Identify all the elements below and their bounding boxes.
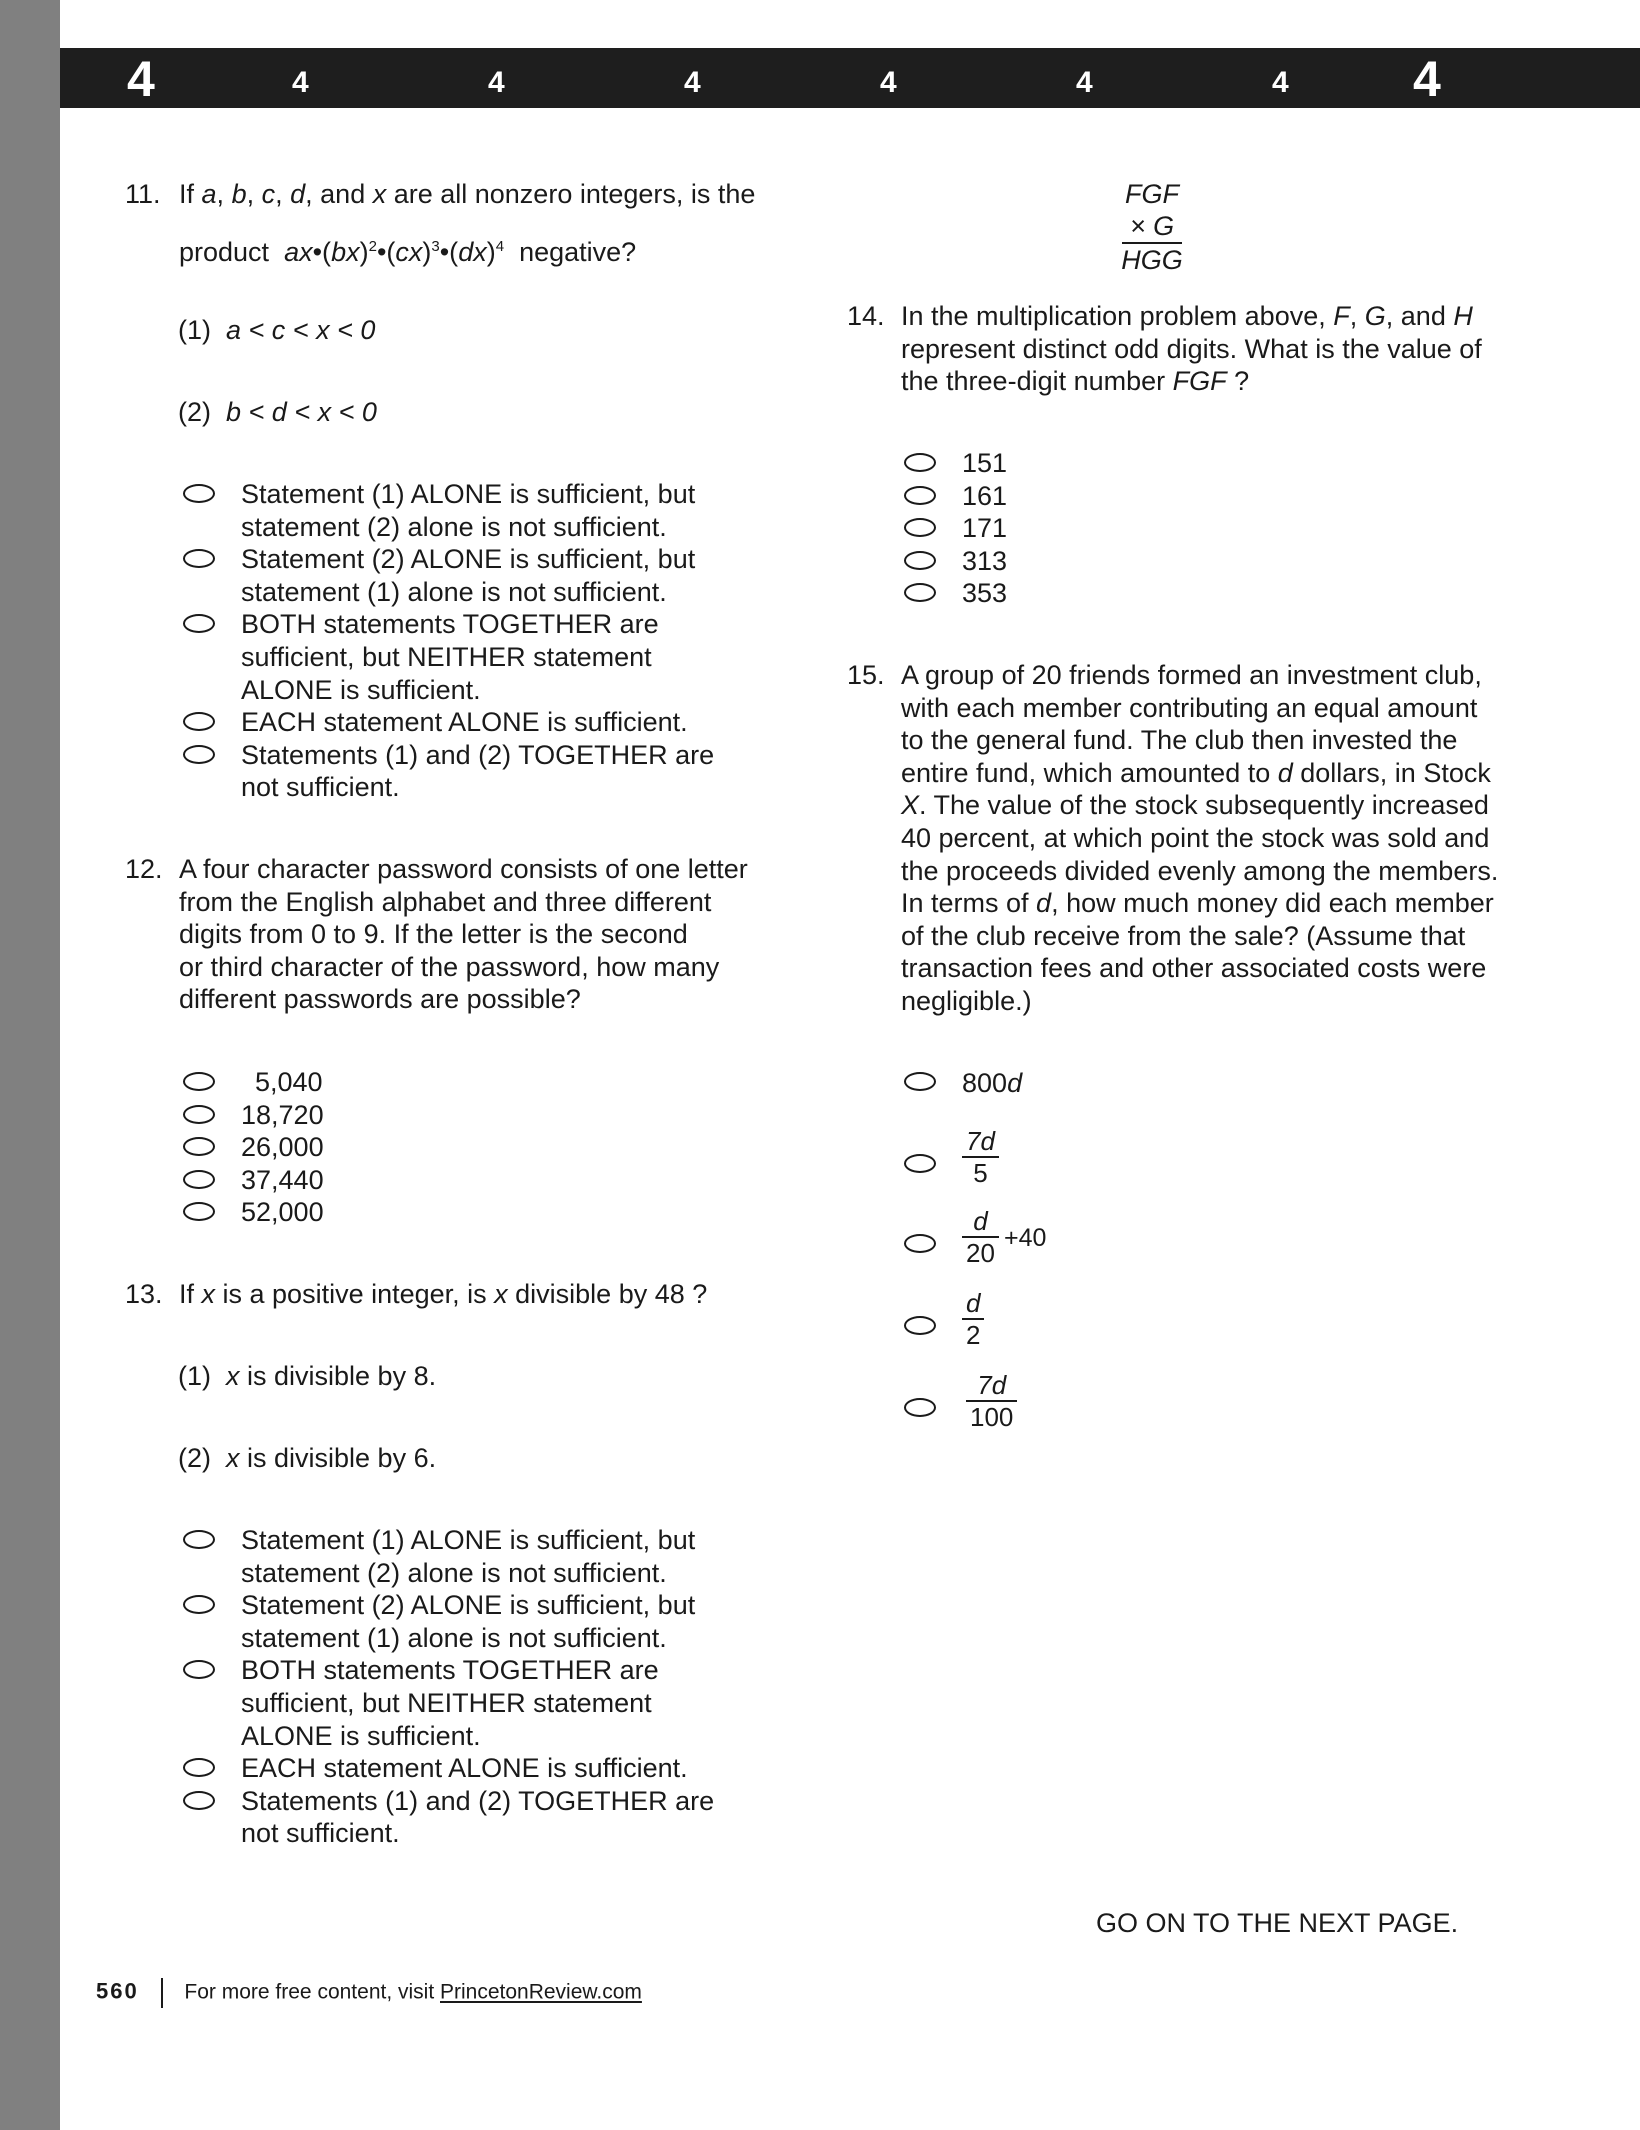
question-line: the proceeds divided evenly among the members. xyxy=(901,855,1499,886)
answer-bubble[interactable] xyxy=(904,453,936,472)
multiplicand: FGF xyxy=(1125,179,1179,209)
question-line: If x is a positive integer, is x divisible by 48 ? xyxy=(179,1279,708,1309)
answer-choice-c[interactable]: 171 xyxy=(904,512,1204,545)
question-line: of the club receive from the sale? (Assume that xyxy=(901,920,1466,951)
answer-choice-d[interactable]: 37,440 xyxy=(183,1164,483,1197)
answer-bubble[interactable] xyxy=(904,1072,936,1091)
answer-bubble[interactable] xyxy=(904,1316,936,1335)
statement-2: (2) b < d < x < 0 xyxy=(178,397,377,427)
answer-bubble[interactable] xyxy=(904,518,936,537)
question-line: X. The value of the stock subsequently increased xyxy=(901,790,1489,821)
answer-choices-q12 xyxy=(183,1066,483,1229)
fraction-addend: +40 xyxy=(1004,1224,1047,1252)
answer-bubble[interactable] xyxy=(183,1660,215,1679)
answer-choice-d[interactable]: 313 xyxy=(904,545,1204,578)
section-header-band xyxy=(60,48,1640,108)
statement-1: (1) x is divisible by 8. xyxy=(178,1361,437,1391)
answer-choice-b[interactable]: 18,720 xyxy=(183,1099,483,1132)
answer-bubble[interactable] xyxy=(904,1234,936,1253)
question-number: 11. xyxy=(125,179,161,209)
answer-choice-e[interactable]: 353 xyxy=(904,577,1204,610)
question-text xyxy=(901,300,1482,398)
section-number: 4 xyxy=(1413,51,1441,107)
answer-choice-b[interactable] xyxy=(904,1126,1204,1200)
go-on-notice: GO ON TO THE NEXT PAGE. xyxy=(1096,1908,1459,1938)
section-number: 4 xyxy=(684,66,701,99)
question-number: 12. xyxy=(125,854,163,884)
question-line: negligible.) xyxy=(901,985,1032,1016)
question-text xyxy=(179,853,748,1016)
answer-choices-q14 xyxy=(904,447,1204,610)
answer-bubble[interactable] xyxy=(183,1791,215,1810)
answer-bubble[interactable] xyxy=(183,1137,215,1156)
question-line: 40 percent, at which point the stock was sold and xyxy=(901,822,1490,853)
answer-choice-a[interactable]: 800d xyxy=(904,1068,1204,1100)
answer-choice-d[interactable] xyxy=(904,1288,1204,1362)
answer-choice-b[interactable]: Statement (2) ALONE is sufficient, but statement (1) alone is not sufficient. xyxy=(183,1589,823,1654)
question-line: A four character password consists of one letter xyxy=(179,854,748,884)
answer-choice-e[interactable]: 52,000 xyxy=(183,1196,483,1229)
answer-choices-q13 xyxy=(183,1524,823,1850)
fraction: d 2 xyxy=(962,1288,984,1350)
section-number: 4 xyxy=(292,66,309,99)
question-expression-line: product ax•(bx)$^2$•(cx)$^3$•(dx)$^4$ negative? xyxy=(179,236,637,267)
answer-choice-a[interactable]: Statement (1) ALONE is sufficient, but statement (2) alone is not sufficient. xyxy=(183,1524,823,1589)
answer-bubble[interactable] xyxy=(183,1595,215,1614)
question-line: transaction fees and other associated costs were xyxy=(901,953,1487,984)
question-line: In the multiplication problem above, F, G, and H xyxy=(901,301,1473,331)
section-number: 4 xyxy=(488,66,505,99)
fraction: 7d 5 xyxy=(962,1126,999,1188)
answer-bubble[interactable] xyxy=(183,1072,215,1091)
answer-choice-c[interactable]: BOTH statements TOGETHER are sufficient, but NEITHER statement ALONE is sufficient. xyxy=(183,608,823,706)
section-number: 4 xyxy=(127,51,155,107)
answer-choice-d[interactable]: EACH statement ALONE is sufficient. xyxy=(183,706,823,739)
statement-1: (1) a < c < x < 0 xyxy=(178,315,376,345)
answer-bubble[interactable] xyxy=(183,745,215,764)
footer-text: For more free content, visit xyxy=(184,1980,440,2004)
question-line: In terms of d, how much money did each member xyxy=(901,888,1494,919)
answer-choices-q11 xyxy=(183,478,823,804)
section-number: 4 xyxy=(1076,66,1093,99)
multiplier: × G xyxy=(1129,211,1175,241)
answer-choice-a[interactable]: 151 xyxy=(904,447,1204,480)
question-line: to the general fund. The club then invested the xyxy=(901,725,1458,756)
answer-choice-c[interactable]: BOTH statements TOGETHER are sufficient, but NEITHER statement ALONE is sufficient. xyxy=(183,1654,823,1752)
question-text xyxy=(901,659,1498,1018)
answer-bubble[interactable] xyxy=(904,1154,936,1173)
answer-bubble[interactable] xyxy=(183,712,215,731)
answer-bubble[interactable] xyxy=(183,1530,215,1549)
fraction: 7d 100 xyxy=(966,1370,1017,1432)
answer-bubble[interactable] xyxy=(183,1202,215,1221)
footer-divider xyxy=(161,1978,163,2008)
question-number: 15. xyxy=(847,660,885,690)
statement-2: (2) x is divisible by 6. xyxy=(178,1443,437,1473)
question-line: the three-digit number FGF ? xyxy=(901,366,1250,397)
multiplication-problem xyxy=(1120,178,1184,276)
page-side-bar xyxy=(0,0,60,2130)
question-number: 13. xyxy=(125,1279,163,1309)
page-number: 560 xyxy=(96,1978,139,2004)
question-line: with each member contributing an equal amount xyxy=(901,692,1478,723)
question-line: A group of 20 friends formed an investment club, xyxy=(901,660,1482,690)
page-footer xyxy=(96,1978,642,2008)
answer-bubble[interactable] xyxy=(183,1170,215,1189)
answer-bubble[interactable] xyxy=(904,551,936,570)
answer-bubble[interactable] xyxy=(904,1398,936,1417)
answer-choice-b[interactable]: 161 xyxy=(904,480,1204,513)
answer-choice-c[interactable] xyxy=(904,1206,1204,1280)
answer-bubble[interactable] xyxy=(904,583,936,602)
question-line: entire fund, which amounted to d dollars, in Stock xyxy=(901,757,1491,788)
section-number: 4 xyxy=(1272,66,1289,99)
question-number: 14. xyxy=(847,301,885,331)
answer-choice-b[interactable]: Statement (2) ALONE is sufficient, but statement (1) alone is not sufficient. xyxy=(183,543,823,608)
answer-choice-a[interactable]: Statement (1) ALONE is sufficient, but statement (2) alone is not sufficient. xyxy=(183,478,823,543)
answer-choice-d[interactable]: EACH statement ALONE is sufficient. xyxy=(183,1752,823,1785)
question-line: different passwords are possible? xyxy=(179,984,581,1015)
answer-choice-a[interactable]: 5,040 xyxy=(183,1066,483,1099)
question-line: from the English alphabet and three different xyxy=(179,886,712,917)
answer-bubble[interactable] xyxy=(183,1105,215,1124)
answer-bubble[interactable] xyxy=(183,484,215,503)
answer-bubble[interactable] xyxy=(904,486,936,505)
question-line: or third character of the password, how many xyxy=(179,951,720,982)
question-text xyxy=(179,1278,707,1311)
question-line: If a, b, c, d, and x are all nonzero integers, is the xyxy=(179,179,756,209)
question-line: digits from 0 to 9. If the letter is the second xyxy=(179,919,688,950)
answer-bubble[interactable] xyxy=(183,614,215,633)
question-text xyxy=(179,178,755,268)
fraction: d 20 xyxy=(962,1206,999,1268)
footer-link[interactable]: PrincetonReview.com xyxy=(440,1980,642,2004)
section-number: 4 xyxy=(880,66,897,99)
answer-choice-e[interactable]: Statements (1) and (2) TOGETHER are not sufficient. xyxy=(183,1785,823,1850)
question-line: represent distinct odd digits. What is the value of xyxy=(901,333,1482,364)
answer-choice-c[interactable]: 26,000 xyxy=(183,1131,483,1164)
answer-choice-e[interactable] xyxy=(904,1370,1204,1444)
product: HGG xyxy=(1121,245,1183,275)
answer-choice-e[interactable]: Statements (1) and (2) TOGETHER are not sufficient. xyxy=(183,739,823,804)
answer-bubble[interactable] xyxy=(183,549,215,568)
answer-bubble[interactable] xyxy=(183,1758,215,1777)
